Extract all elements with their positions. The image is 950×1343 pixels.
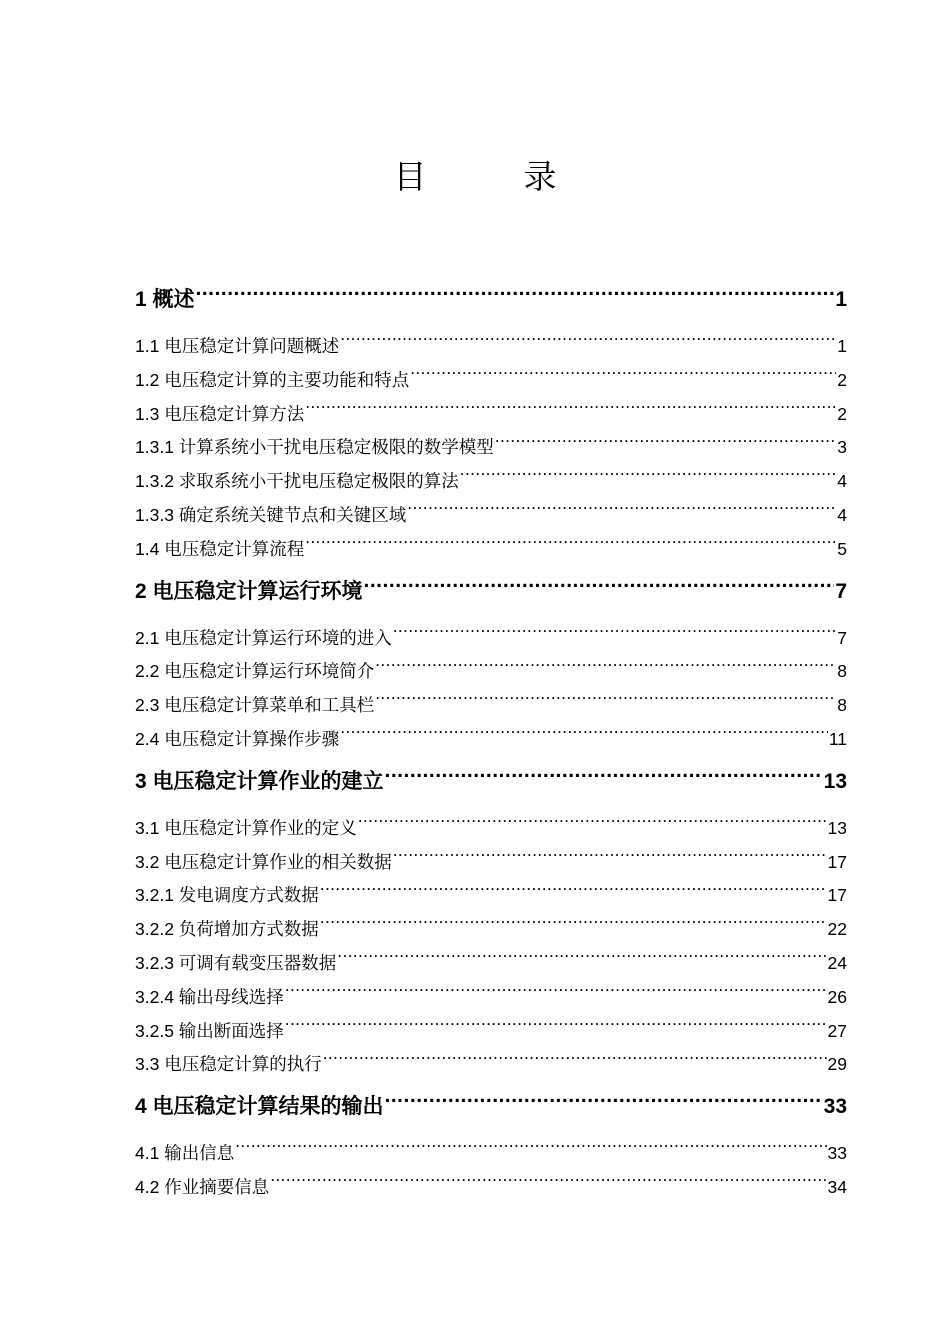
- toc-entry-label: 1.1 电压稳定计算问题概述: [135, 336, 340, 356]
- toc-entry[interactable]: [135, 723, 847, 757]
- toc-entry[interactable]: [135, 1015, 847, 1049]
- toc-page-number: 34: [827, 1176, 847, 1197]
- toc-leader: [337, 951, 826, 969]
- toc-page-number: 4: [837, 504, 847, 525]
- toc-entry[interactable]: [135, 879, 847, 913]
- toc-leader: [285, 1019, 827, 1037]
- toc-entry-label: 2.1 电压稳定计算运行环境的进入: [135, 627, 392, 648]
- toc-leader: [358, 816, 827, 834]
- toc-leader: [364, 577, 835, 598]
- toc-leader: [410, 368, 836, 386]
- page-title: 目 录: [393, 157, 589, 196]
- toc-entry[interactable]: [135, 1137, 847, 1171]
- toc-entry-label: 2 电压稳定计算运行环境: [135, 579, 363, 603]
- toc-page-number: 8: [837, 661, 847, 682]
- toc-entry[interactable]: [135, 398, 847, 432]
- toc-entry-label: 1 概述: [135, 288, 195, 311]
- toc-entry-label: 3.2.5 输出断面选择: [135, 1020, 284, 1041]
- toc-entry-label: 1.2 电压稳定计算的主要功能和特点: [135, 369, 410, 390]
- toc-page-number: 7: [835, 579, 847, 603]
- toc-entry-label: 1.3 电压稳定计算方法: [135, 403, 305, 424]
- toc-page-number: 17: [827, 851, 847, 872]
- toc-entry[interactable]: [135, 812, 847, 846]
- toc-entry[interactable]: [135, 499, 847, 533]
- toc-leader: [375, 660, 836, 678]
- toc-page-number: 13: [823, 769, 847, 793]
- toc-entry[interactable]: [135, 846, 847, 880]
- toc-entry-label: 1.3.3 确定系统关键节点和关键区域: [135, 504, 407, 525]
- table-of-contents: [135, 283, 847, 1205]
- toc-page-number: 13: [827, 817, 847, 838]
- toc-chapter-2[interactable]: [135, 575, 847, 609]
- toc-entry[interactable]: [135, 465, 847, 499]
- toc-entry-label: 3.2.4 输出母线选择: [135, 986, 284, 1007]
- toc-entry-label: 3 电压稳定计算作业的建立: [135, 769, 384, 793]
- toc-leader: [320, 918, 827, 936]
- toc-leader: [305, 537, 836, 555]
- toc-page-number: 29: [827, 1054, 847, 1075]
- toc-leader: [407, 503, 836, 521]
- toc-page-number: 24: [827, 952, 847, 973]
- toc-entry-label: 1.4 电压稳定计算流程: [135, 538, 305, 559]
- toc-entry[interactable]: [135, 533, 847, 567]
- toc-entry[interactable]: [135, 622, 847, 656]
- toc-page-number: 1: [837, 336, 847, 356]
- toc-chapter-3[interactable]: [135, 765, 847, 799]
- toc-page-number: 2: [837, 369, 847, 390]
- toc-entry[interactable]: [135, 689, 847, 723]
- toc-entry-label: 3.2 电压稳定计算作业的相关数据: [135, 851, 392, 872]
- toc-entry-label: 3.2.2 负荷增加方式数据: [135, 919, 319, 940]
- toc-page-number: 17: [827, 885, 847, 906]
- toc-entry-label: 3.2.3 可调有载变压器数据: [135, 952, 337, 973]
- toc-entry-label: 4.1 输出信息: [135, 1143, 235, 1164]
- toc-leader: [385, 1092, 823, 1113]
- toc-page-number: 3: [837, 437, 847, 458]
- toc-entry-label: 2.3 电压稳定计算菜单和工具栏: [135, 695, 375, 716]
- toc-entry[interactable]: [135, 947, 847, 981]
- toc-leader: [285, 985, 827, 1003]
- toc-entry-label: 1.3.2 求取系统小干扰电压稳定极限的算法: [135, 471, 459, 492]
- toc-page-number: 27: [827, 1020, 847, 1041]
- toc-page-number: 4: [837, 471, 847, 492]
- toc-leader: [340, 335, 836, 353]
- toc-page-number: 11: [828, 728, 847, 749]
- toc-entry-label: 1.3.1 计算系统小干扰电压稳定极限的数学模型: [135, 437, 494, 458]
- toc-page-number: 7: [837, 627, 847, 648]
- toc-leader: [460, 470, 836, 488]
- toc-page-number: 22: [827, 919, 847, 940]
- toc-entry[interactable]: [135, 981, 847, 1015]
- toc-entry[interactable]: [135, 1171, 847, 1205]
- toc-leader: [393, 850, 827, 868]
- toc-entry[interactable]: [135, 655, 847, 689]
- toc-leader: [385, 767, 823, 788]
- toc-leader: [235, 1142, 826, 1160]
- toc-page-number: 5: [837, 538, 847, 559]
- toc-leader: [393, 626, 837, 644]
- toc-chapter-1[interactable]: [135, 283, 847, 317]
- toc-page-number: 33: [827, 1143, 847, 1164]
- toc-entry[interactable]: [135, 1048, 847, 1082]
- toc-page-number: 33: [823, 1095, 847, 1119]
- toc-leader: [495, 436, 836, 454]
- toc-leader: [340, 727, 828, 745]
- toc-entry[interactable]: [135, 364, 847, 398]
- toc-entry-label: 2.4 电压稳定计算操作步骤: [135, 728, 340, 749]
- toc-entry-label: 3.3 电压稳定计算的执行: [135, 1054, 322, 1075]
- toc-leader: [270, 1175, 826, 1193]
- toc-leader: [305, 402, 836, 420]
- toc-leader: [196, 285, 835, 306]
- toc-page-number: 2: [837, 403, 847, 424]
- toc-entry-label: 3.1 电压稳定计算作业的定义: [135, 817, 357, 838]
- toc-entry-label: 2.2 电压稳定计算运行环境简介: [135, 661, 375, 682]
- toc-entry[interactable]: [135, 431, 847, 465]
- toc-entry-label: 4 电压稳定计算结果的输出: [135, 1095, 384, 1119]
- toc-leader: [323, 1053, 827, 1071]
- toc-leader: [320, 884, 827, 902]
- toc-page-number: 26: [827, 986, 847, 1007]
- toc-entry[interactable]: [135, 913, 847, 947]
- toc-page-number: 8: [837, 695, 847, 716]
- toc-leader: [375, 694, 836, 712]
- toc-entry[interactable]: [135, 330, 847, 364]
- toc-entry-label: 3.2.1 发电调度方式数据: [135, 885, 319, 906]
- toc-entry-label: 4.2 作业摘要信息: [135, 1176, 270, 1197]
- toc-chapter-4[interactable]: [135, 1090, 847, 1124]
- toc-page-number: 1: [835, 288, 847, 311]
